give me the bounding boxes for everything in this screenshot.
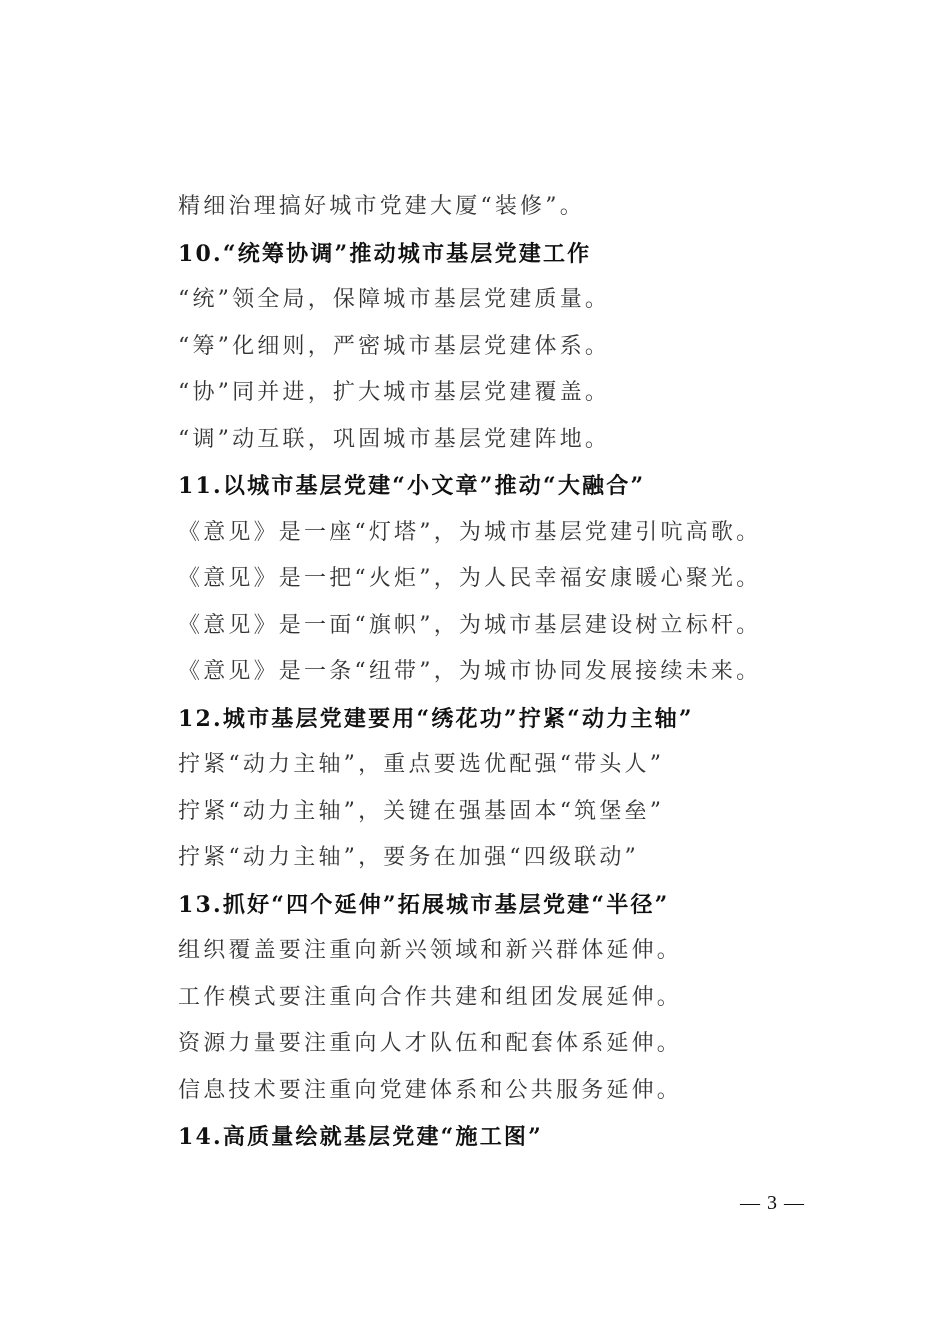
paragraph-line: “统”领全局，保障城市基层党建质量。	[178, 287, 611, 312]
section-heading-11: 11.以城市基层党建“小文章”推动“大融合”	[178, 473, 646, 499]
paragraph-line: 组织覆盖要注重向新兴领域和新兴群体延伸。	[178, 938, 683, 963]
section-heading-13: 13.抓好“四个延伸”拓展城市基层党建“半径”	[178, 891, 670, 918]
paragraph-line: 《意见》是一面“旗帜”，为城市基层建设树立标杆。	[178, 612, 762, 638]
paragraph-line: 工作模式要注重向合作共建和组团发展延伸。	[178, 984, 683, 1010]
paragraph-line: “协”同并进，扩大城市基层党建覆盖。	[178, 380, 611, 405]
paragraph-line: 拧紧“动力主轴”，要务在加强“四级联动”	[178, 845, 639, 870]
section-heading-12: 12.城市基层党建要用“绣花功”拧紧“动力主轴”	[178, 705, 694, 732]
page-number: — 3 —	[740, 1192, 805, 1214]
section-heading-14: 14.高质量绘就基层党建“施工图”	[178, 1124, 543, 1150]
document-body	[178, 184, 818, 1161]
paragraph-line: 《意见》是一条“纽带”，为城市协同发展接续未来。	[178, 659, 762, 684]
paragraph-line: 拧紧“动力主轴”，关键在强基固本“筑堡垒”	[178, 798, 665, 824]
paragraph-line: “筹”化细则，严密城市基层党建体系。	[178, 333, 611, 359]
paragraph-line: “调”动互联，巩固城市基层党建阵地。	[178, 426, 611, 452]
paragraph-line: 信息技术要注重向党建体系和公共服务延伸。	[178, 1077, 683, 1103]
paragraph-line: 精细治理搞好城市党建大厦“装修”。	[178, 194, 585, 219]
paragraph-line: 资源力量要注重向人才队伍和配套体系延伸。	[178, 1031, 683, 1056]
paragraph-line: 《意见》是一座“灯塔”，为城市基层党建引吭高歌。	[178, 519, 762, 545]
paragraph-line: 拧紧“动力主轴”，重点要选优配强“带头人”	[178, 752, 665, 777]
section-heading-10: 10.“统筹协调”推动城市基层党建工作	[178, 240, 592, 267]
paragraph-line: 《意见》是一把“火炬”，为人民幸福安康暖心聚光。	[178, 566, 762, 591]
